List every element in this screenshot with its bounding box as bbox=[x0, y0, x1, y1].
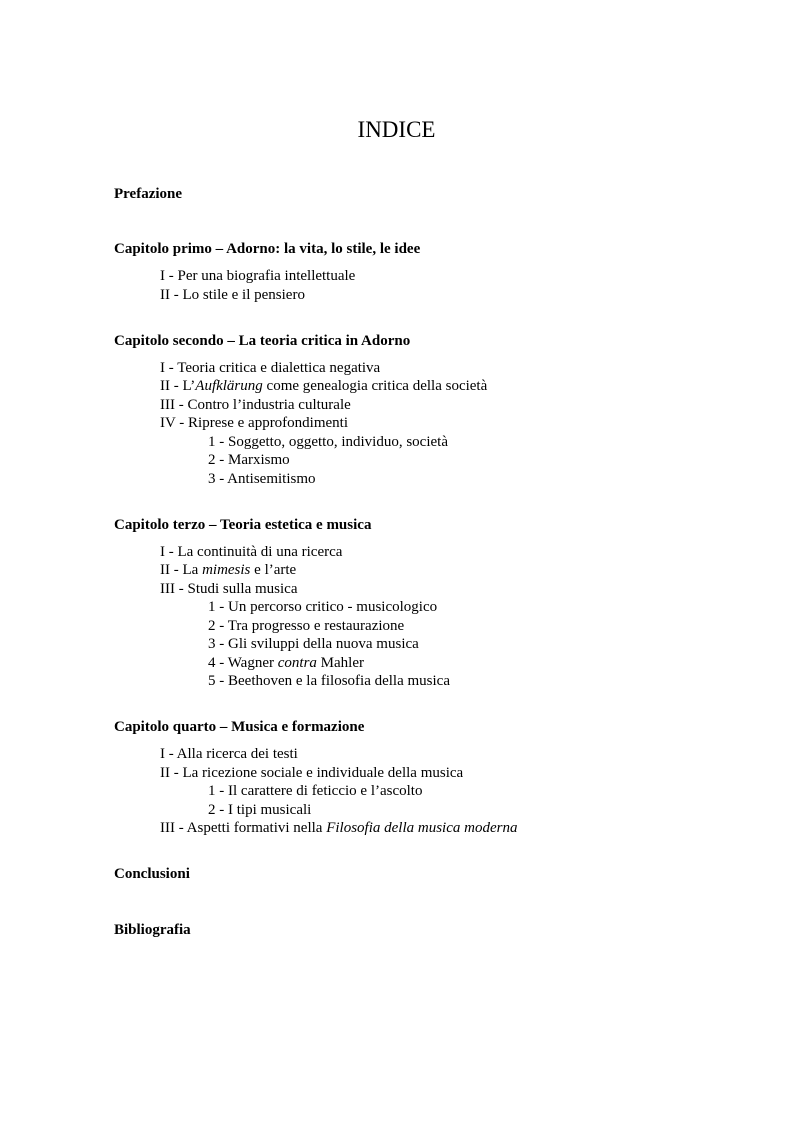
toc-subitem: 2 - Tra progresso e restaurazione bbox=[208, 618, 405, 634]
toc-subitem: 1 - Il carattere di feticcio e l’ascolto bbox=[208, 783, 423, 799]
page-title: INDICE bbox=[357, 117, 436, 142]
toc-subitem: 3 - Antisemitismo bbox=[208, 471, 316, 487]
toc-item-text: e l’arte bbox=[250, 562, 297, 578]
toc-item: II - La ricezione sociale e individuale della musica bbox=[160, 765, 464, 781]
toc-item-text: II - L’ bbox=[160, 378, 196, 394]
toc-item bbox=[160, 561, 296, 579]
toc-item-text: 4 - Wagner bbox=[208, 655, 278, 671]
toc-chapter-2-heading: Capitolo secondo – La teoria critica in Adorno bbox=[114, 333, 411, 349]
toc-item: II - Lo stile e il pensiero bbox=[160, 287, 305, 303]
toc-item-text: Mahler bbox=[316, 655, 364, 671]
toc-item-text: come genealogia critica della società bbox=[262, 378, 488, 394]
toc-item-italic-text: Aufklärung bbox=[195, 378, 263, 394]
toc-subitem: 1 - Soggetto, oggetto, individuo, società bbox=[208, 434, 448, 450]
toc-item-italic-text: contra bbox=[277, 655, 317, 671]
toc-subitem: 2 - I tipi musicali bbox=[208, 802, 312, 818]
toc-item: I - Teoria critica e dialettica negativa bbox=[160, 360, 381, 376]
toc-item: III - Contro l’industria culturale bbox=[160, 397, 351, 413]
toc-subitem: 2 - Marxismo bbox=[208, 452, 290, 468]
toc-subitem bbox=[208, 654, 364, 672]
toc-chapter-4-heading: Capitolo quarto – Musica e formazione bbox=[114, 719, 365, 735]
toc-item: III - Studi sulla musica bbox=[160, 581, 298, 597]
toc-subitem: 1 - Un percorso critico - musicologico bbox=[208, 599, 438, 615]
toc-conclusions: Conclusioni bbox=[114, 866, 190, 882]
toc-subitem: 3 - Gli sviluppi della nuova musica bbox=[208, 636, 419, 652]
toc-item-text: II - La bbox=[160, 562, 203, 578]
toc-item-italic-text: mimesis bbox=[202, 562, 251, 578]
toc-item-text: III - Aspetti formativi nella bbox=[160, 820, 327, 836]
toc-item: IV - Riprese e approfondimenti bbox=[160, 415, 349, 431]
toc-chapter-3-heading: Capitolo terzo – Teoria estetica e musica bbox=[114, 517, 372, 533]
toc-subitem: 5 - Beethoven e la filosofia della musica bbox=[208, 673, 450, 689]
toc-item: I - La continuità di una ricerca bbox=[160, 544, 343, 560]
toc-preface: Prefazione bbox=[114, 186, 183, 202]
toc-item bbox=[160, 377, 487, 395]
toc-bibliography: Bibliografia bbox=[114, 922, 191, 938]
toc-item bbox=[160, 819, 517, 837]
toc-item: I - Per una biografia intellettuale bbox=[160, 268, 356, 284]
toc-chapter-1-heading: Capitolo primo – Adorno: la vita, lo stile, le idee bbox=[114, 241, 421, 257]
toc-item: I - Alla ricerca dei testi bbox=[160, 746, 298, 762]
toc-item-italic-text: Filosofia della musica moderna bbox=[326, 820, 518, 836]
